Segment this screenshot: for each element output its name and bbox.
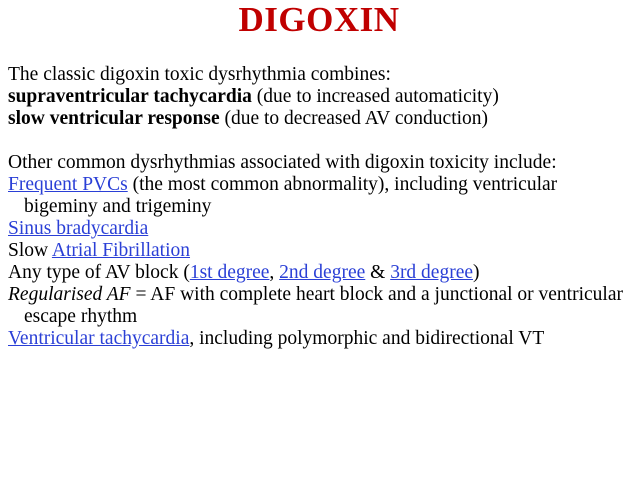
- list-item-slow-af: [8, 240, 632, 262]
- av-block-prefix: Any type of AV block (: [8, 262, 190, 283]
- intro-svt-line: [8, 86, 632, 108]
- regularised-af-term: Regularised AF: [8, 284, 131, 305]
- list-item-frequent-pvcs: [8, 174, 632, 218]
- list-item-regularised-af: [8, 284, 632, 328]
- slide-title: DIGOXIN: [238, 0, 400, 39]
- second-degree-link[interactable]: 2nd degree: [279, 262, 366, 283]
- atrial-fibrillation-link[interactable]: Atrial Fibrillation: [51, 240, 191, 261]
- ventricular-tachycardia-link[interactable]: Ventricular tachycardia: [8, 328, 190, 349]
- list-item-ventricular-tachycardia: [8, 328, 632, 350]
- slow-af-prefix: Slow: [8, 240, 52, 261]
- sinus-bradycardia-link[interactable]: Sinus bradycardia: [8, 218, 149, 239]
- list-item-av-block: [8, 262, 632, 284]
- third-degree-link[interactable]: 3rd degree: [390, 262, 474, 283]
- slow-response-explanation: (due to decreased AV conduction): [219, 108, 489, 129]
- slow-response-term: slow ventricular response: [8, 108, 220, 129]
- slide-body: [8, 64, 632, 350]
- first-degree-link[interactable]: 1st degree: [189, 262, 270, 283]
- av-block-separator-1: ,: [269, 262, 280, 283]
- intro-slow-response-line: [8, 108, 632, 130]
- intro-line: The classic digoxin toxic dysrhythmia combines:: [8, 64, 391, 85]
- frequent-pvcs-text: (the most common abnormality), including ventricular bigeminy and trigeminy: [24, 174, 558, 217]
- paragraph-gap: [8, 130, 632, 152]
- av-block-separator-2: &: [365, 262, 391, 283]
- list-item-sinus-bradycardia: [8, 218, 632, 240]
- frequent-pvcs-link[interactable]: Frequent PVCs: [8, 174, 128, 195]
- ventricular-tachycardia-text: , including polymorphic and bidirectional VT: [189, 328, 545, 349]
- other-heading: Other common dysrhythmias associated with digoxin toxicity include:: [8, 152, 557, 173]
- svt-term: supraventricular tachycardia: [8, 86, 252, 107]
- av-block-suffix: ): [473, 262, 480, 283]
- svt-explanation: (due to increased automaticity): [251, 86, 499, 107]
- regularised-af-text: = AF with complete heart block and a junctional or ventricular escape rhythm: [24, 284, 623, 327]
